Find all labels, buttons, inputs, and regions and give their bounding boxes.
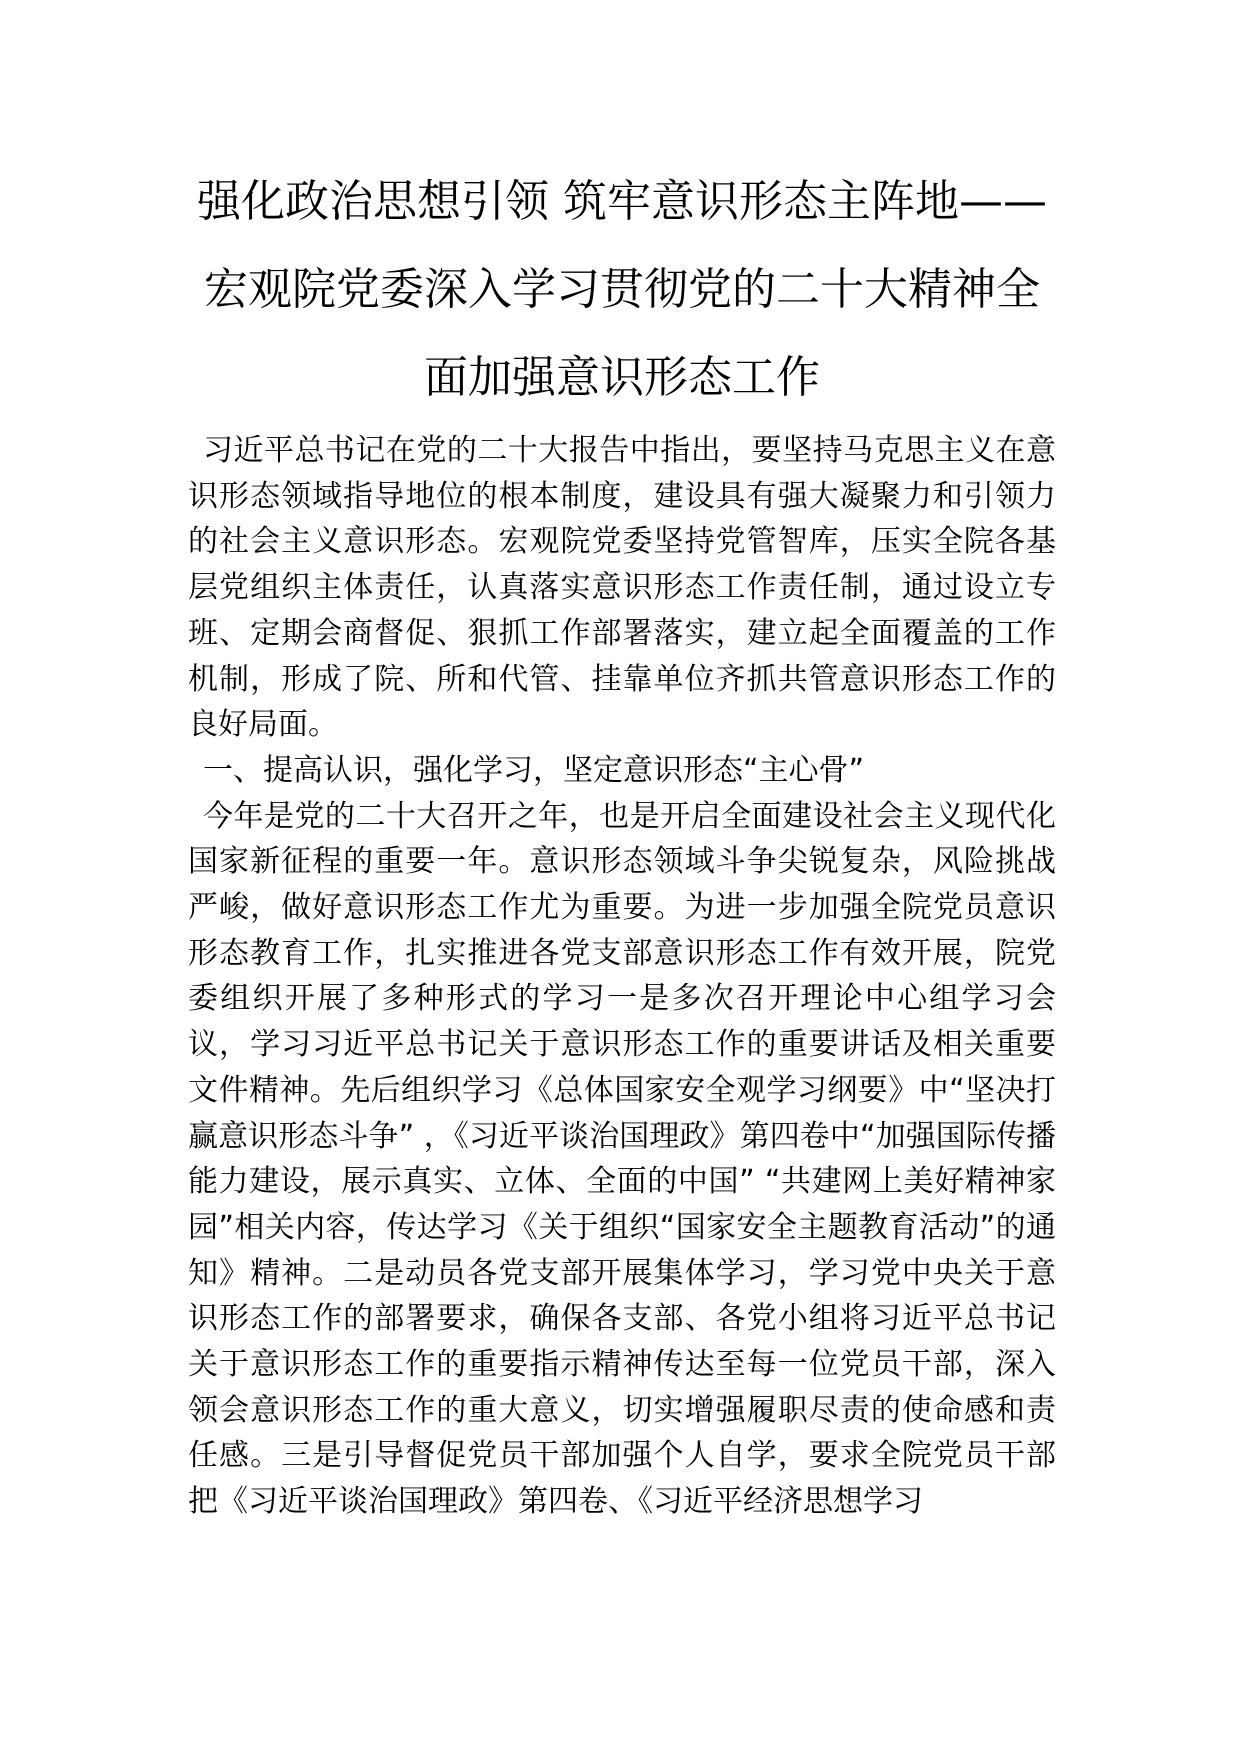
section-paragraph: 今年是党的二十大召开之年，也是开启全面建设社会主义现代化国家新征程的重要一年。意识形态领域斗争尖锐复杂，风险挑战严峻，做好意识形态工作尤为重要。为进一步加强全院党员意识形态教育工作，扎实推进各党支部意识形态工作有效开展，院党委组织开展了多种形式的学习一是多次召开理论中心组学习会议，学习习近平总书记关于意识形态工作的重要讲话及相关重要文件精神。先后组织学习《总体国家安全观学习纲要》中“坚决打赢意识形态斗争” ，《习近平谈治国理政》第四卷中“加强国际传播能力建设，展示真实、立体、全面的中国” “共建网上美好精神家园”相关内容，传达学习《关于组织“国家安全主题教育活动”的通知》精神。二是动员各党支部开展集体学习，学习党中央关于意识形态工作的部署要求，确保各支部、各党小组将习近平总书记关于意识形态工作的重要指示精神传达至每一位党员干部，深入领会意识形态工作的重大意义，切实增强履职尽责的使命感和责任感。三是引导督促党员干部加强个人自学，要求全院党员干部把《习近平谈治国理政》第四卷、《习近平经济思想学习 — [188, 798, 1056, 1520]
intro-paragraph: 习近平总书记在党的二十大报告中指出，要坚持马克思主义在意识形态领域指导地位的根本制度，建设具有强大凝聚力和引领力的社会主义意识形态。宏观院党委坚持党管智库，压实全院各基层党组织主体责任，认真落实意识形态工作责任制，通过设立专班、定期会商督促、狠抓工作部署落实，建立起全面覆盖的工作机制，形成了院、所和代管、挂靠单位齐抓共管意识形态工作的良好局面。 — [188, 433, 1056, 743]
document-page — [188, 158, 1056, 1525]
section-heading: 一、提高认识，强化学习，坚定意识形态“主心骨” — [203, 752, 865, 788]
document-title: 强化政治思想引领 筑牢意识形态主阵地——宏观院党委深入学习贯彻党的二十大精神全面加强意识形态工作 — [197, 176, 1047, 403]
document-body — [188, 428, 1056, 1525]
